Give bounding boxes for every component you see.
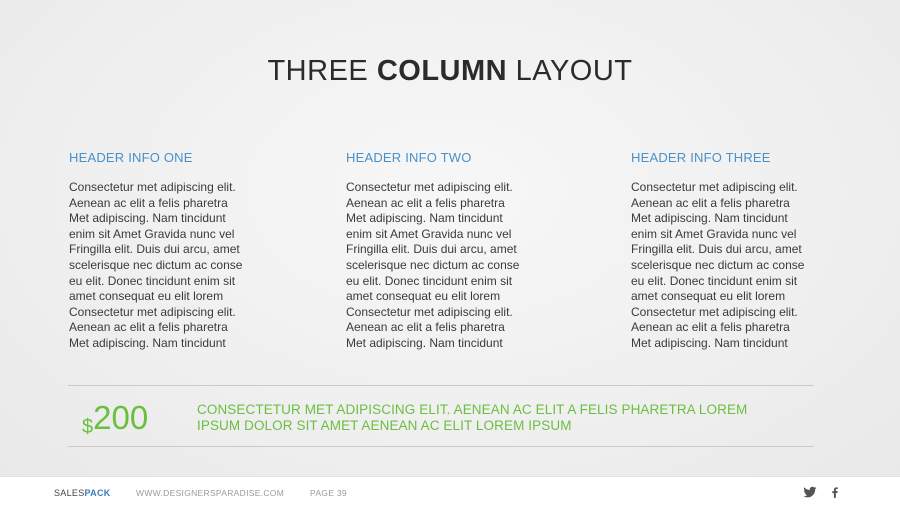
- footer: [0, 476, 900, 507]
- column-three-body: Consectetur met adipiscing elit. Aenean ac elit a felis pharetra Met adipiscing. Nam tincidunt enim sit Amet Gravida nunc vel Fringilla elit. Duis dui arcu, amet scelerisque nec dictum ac conse eu elit. Donec tincidunt enim sit amet consequat eu elit lorem Consectetur met adipiscing elit. Aenean ac elit a felis pharetra Met adipiscing. Nam tincidunt: [631, 180, 805, 350]
- twitter-icon[interactable]: [803, 485, 817, 499]
- facebook-icon[interactable]: [828, 485, 842, 499]
- price-description: [197, 402, 797, 434]
- column-three-header: HEADER INFO THREE: [631, 150, 771, 165]
- price: [82, 398, 148, 447]
- column-three: [631, 150, 841, 352]
- brand-logo: [54, 488, 111, 498]
- column-one-body: Consectetur met adipiscing elit. Aenean ac elit a felis pharetra Met adipiscing. Nam tincidunt enim sit Amet Gravida nunc vel Fringilla elit. Duis dui arcu, amet scelerisque nec dictum ac conse eu elit. Donec tincidunt enim sit amet consequat eu elit lorem Consectetur met adipiscing elit. Aenean ac elit a felis pharetra Met adipiscing. Nam tincidunt: [69, 180, 243, 350]
- title-part-1: THREE: [267, 55, 377, 87]
- divider-top: [68, 385, 814, 386]
- title-part-bold: COLUMN: [376, 55, 508, 87]
- divider-bottom: [68, 446, 814, 447]
- page-number: PAGE 39: [310, 488, 347, 498]
- column-two-header: HEADER INFO TWO: [346, 150, 472, 165]
- column-two: [346, 150, 556, 352]
- column-one: [69, 150, 279, 352]
- title-part-2: LAYOUT: [507, 55, 633, 87]
- price-currency: $: [82, 416, 94, 438]
- brand-sales: SALES: [54, 488, 85, 498]
- price-description-line-1: CONSECTETUR MET ADIPISCING ELIT. AENEAN AC ELIT A FELIS PHARETRA LOREM: [197, 402, 748, 417]
- column-one-header: HEADER INFO ONE: [69, 150, 193, 165]
- column-two-body: Consectetur met adipiscing elit. Aenean ac elit a felis pharetra Met adipiscing. Nam tincidunt enim sit Amet Gravida nunc vel Fringilla elit. Duis dui arcu, amet scelerisque nec dictum ac conse eu elit. Donec tincidunt enim sit amet consequat eu elit lorem Consectetur met adipiscing elit. Aenean ac elit a felis pharetra Met adipiscing. Nam tincidunt: [346, 180, 520, 350]
- brand-pack: PACK: [84, 488, 111, 498]
- page-title: [0, 54, 900, 88]
- price-amount: 200: [93, 399, 149, 436]
- price-description-line-2: IPSUM DOLOR SIT AMET AENEAN AC ELIT LOREM IPSUM: [197, 418, 572, 433]
- website-link[interactable]: WWW.DESIGNERSPARADISE.COM: [136, 488, 285, 498]
